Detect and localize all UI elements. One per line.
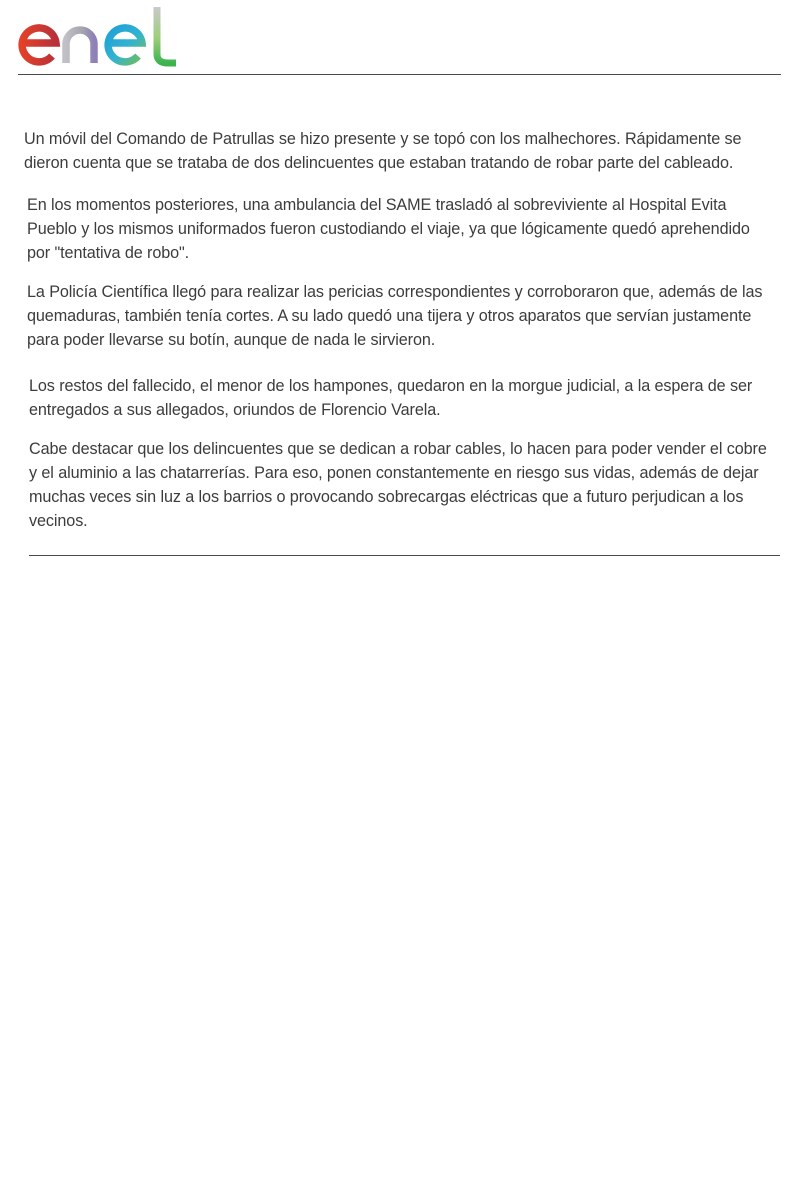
- article-paragraph-3: La Policía Científica llegó para realizar las pericias correspondientes y corroboraron que, además de las quemaduras, también tenía cortes. A su lado quedó una tijera y otros aparatos que servían justamente para poder llevarse su botín, aunque de nada le sirvieron.: [27, 283, 763, 349]
- article-paragraph-2: En los momentos posteriores, una ambulancia del SAME trasladó al sobreviviente al Hospital Evita Pueblo y los mismos uniformados fueron custodiando el viaje, ya que lógicamente quedó aprehendido por "tentativa de robo".: [27, 196, 750, 262]
- article-paragraph-1: Un móvil del Comando de Patrullas se hizo presente y se topó con los malhechores. Rápidamente se dieron cuenta que se trataba de dos delincuentes que estaban tratando de robar parte del cableado.: [24, 130, 742, 172]
- enel-logo-graphic: [16, 4, 186, 70]
- header-divider: [18, 74, 781, 75]
- article-paragraph-5: Cabe destacar que los delincuentes que se dedican a robar cables, lo hacen para poder vender el cobre y el aluminio a las chatarrerías. Para eso, ponen constantemente en riesgo sus vidas, además de dejar muchas veces sin luz a los barrios o provocando sobrecargas eléctricas que a futuro perjudican a los vecinos.: [29, 440, 767, 530]
- article-paragraph-4: Los restos del fallecido, el menor de los hampones, quedaron en la morgue judicial, a la espera de ser entregados a sus allegados, oriundos de Florencio Varela.: [29, 377, 753, 419]
- enel-logo[interactable]: [16, 4, 186, 70]
- article-end-divider: [29, 555, 780, 556]
